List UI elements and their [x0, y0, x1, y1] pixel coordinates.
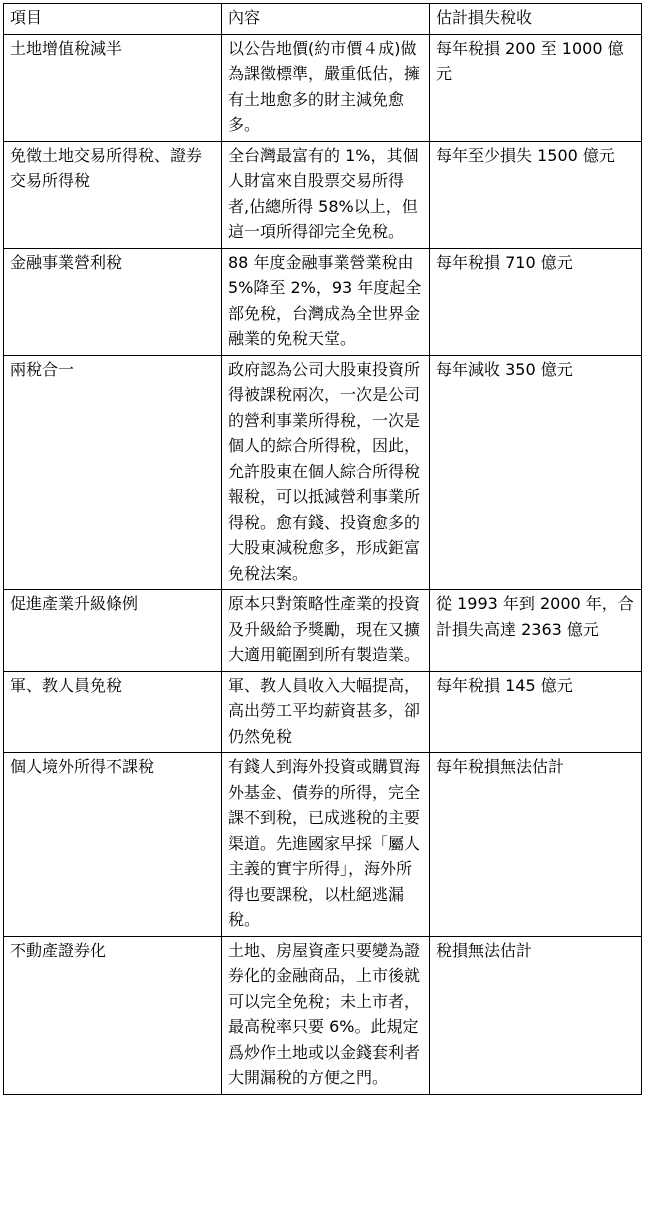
row-item: 免徵土地交易所得稅、證券交易所得稅: [4, 141, 222, 248]
row-item: 不動產證券化: [4, 936, 222, 1094]
row-item: 兩稅合一: [4, 355, 222, 590]
row-loss: 每年至少損失 1500 億元: [430, 141, 642, 248]
table-row: [4, 671, 642, 753]
row-content: 土地、房屋資產只要變為證券化的金融商品，上市後就可以完全免稅；未上市者，最高稅率只要 6%。此規定爲炒作土地或以金錢套利者大開漏稅的方便之門。: [222, 936, 430, 1094]
header-content: 內容: [222, 4, 430, 35]
header-item: 項目: [4, 4, 222, 35]
row-content: 軍、教人員收入大幅提高，高出勞工平均薪資甚多，卻仍然免稅: [222, 671, 430, 753]
table-row: [4, 248, 642, 355]
row-item: 軍、教人員免稅: [4, 671, 222, 753]
table-header-row: [4, 4, 642, 35]
row-content: 全台灣最富有的 1%，其個人財富來自股票交易所得者,佔總所得 58%以上，但這一項所得卻完全免稅。: [222, 141, 430, 248]
table-row: [4, 141, 642, 248]
row-content: 以公告地價(約市價４成)做為課徵標準，嚴重低估，擁有土地愈多的財主減免愈多。: [222, 34, 430, 141]
table-row: [4, 590, 642, 672]
row-loss: 稅損無法估計: [430, 936, 642, 1094]
row-content: 有錢人到海外投資或購買海外基金、債券的所得，完全課不到稅，已成逃稅的主要渠道。先進國家早採「屬人主義的實宇所得」，海外所得也要課稅，以杜絕逃漏稅。: [222, 753, 430, 937]
tax-loss-table: [3, 3, 642, 1095]
row-loss: 每年稅損 710 億元: [430, 248, 642, 355]
table-row: [4, 34, 642, 141]
row-content: 政府認為公司大股東投資所得被課稅兩次，一次是公司的營利事業所得稅，一次是個人的綜合所得稅，因此，允許股東在個人綜合所得稅報稅，可以抵減營利事業所得稅。愈有錢、投資愈多的大股東減稅愈多，形成鉅富免稅法案。: [222, 355, 430, 590]
table-row: [4, 936, 642, 1094]
row-loss: 每年稅損無法估計: [430, 753, 642, 937]
row-loss: 每年稅損 145 億元: [430, 671, 642, 753]
row-item: 金融事業營利稅: [4, 248, 222, 355]
table-row: [4, 355, 642, 590]
row-loss: 每年稅損 200 至 1000 億元: [430, 34, 642, 141]
row-content: 原本只對策略性產業的投資及升級給予獎勵，現在又擴大適用範圍到所有製造業。: [222, 590, 430, 672]
header-estimated-loss: 估計損失稅收: [430, 4, 642, 35]
table-row: [4, 753, 642, 937]
row-loss: 從 1993 年到 2000 年，合計損失高達 2363 億元: [430, 590, 642, 672]
row-content: 88 年度金融事業營業稅由 5%降至 2%，93 年度起全部免稅，台灣成為全世界金融業的免稅天堂。: [222, 248, 430, 355]
row-item: 個人境外所得不課稅: [4, 753, 222, 937]
row-loss: 每年減收 350 億元: [430, 355, 642, 590]
row-item: 土地增值稅減半: [4, 34, 222, 141]
row-item: 促進產業升級條例: [4, 590, 222, 672]
